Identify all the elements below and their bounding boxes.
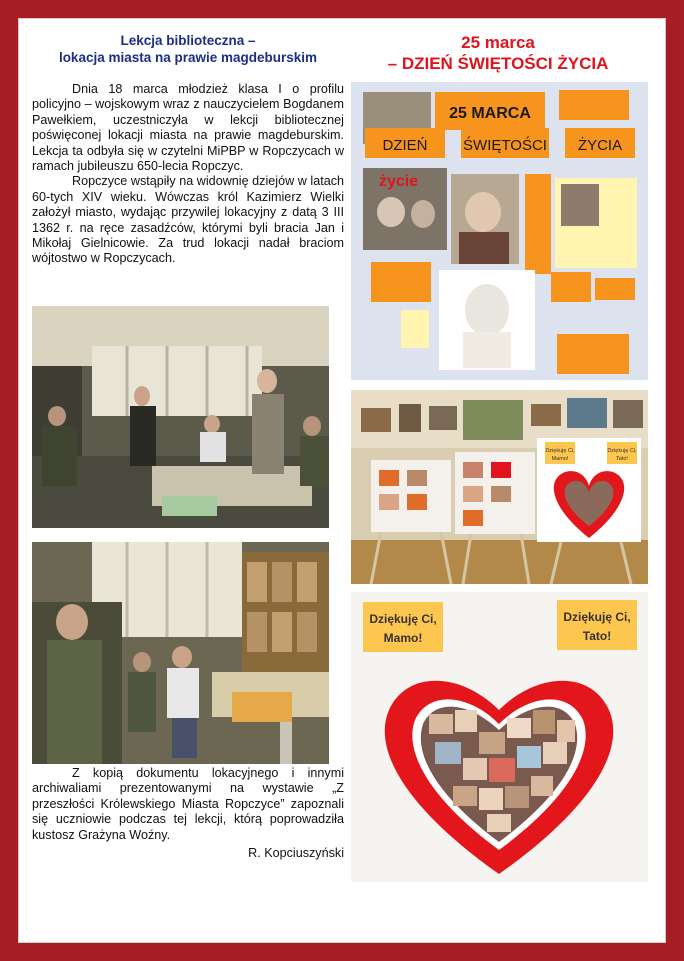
small-sign-line2: Tato! <box>616 456 628 462</box>
paragraph-3: Z kopią dokumentu lokacyjnego i innymi archiwaliami prezentowanymi na wystawie „Z przeszłości Królewskiego Miasta Ropczyce” zapoznali się uczniowie podczas tej lekcji, którą poprowadziła kustosz Grażyna Woźny. <box>32 766 344 842</box>
small-sign-mom-line1: Dziękuję Ci, <box>545 448 575 454</box>
sign-father-line1: Dziękuję Ci, <box>563 610 631 624</box>
article-title <box>38 32 338 66</box>
classroom-photo-2 <box>32 542 329 764</box>
article-title-line1: Lekcja biblioteczna – <box>120 33 256 48</box>
classroom-photo-1 <box>32 306 329 528</box>
exhibition-photo <box>351 390 648 584</box>
author-signature: R. Kopciuszyński <box>248 846 344 860</box>
paragraph-1: Dnia 18 marca młodzież klasa I o profilu policyjno – wojskowym wraz z nauczycielem Bogdanem Pawełkiem, uczestniczyła w lekcji bibliotecznej poświęconej lokacji miasta na prawie magdeburskim. Lekcja ta odbyła się w czytelni MiPBP w Ropczycach w ramach jubileuszu 650-lecia Ropczyc. <box>32 82 344 174</box>
board-word-1: 25 MARCA <box>449 105 531 122</box>
small-sign-line1: Dziękuję Ci, <box>607 448 637 454</box>
page-content <box>18 18 666 943</box>
small-sign-mom-line2: Mamo! <box>551 456 569 462</box>
sign-mother-line2: Mamo! <box>383 631 423 645</box>
paragraph-2: Ropczyce wstąpiły na widownię dziejów w latach 60-tych XIV wieku. Wówczas król Kazimierz Wielki założył miasto, wydając przywilej lokacyjny z datą 3 III 1362 r. na ręce zasadźców, którymi byli bracia Jan i Mikołaj Gielnicowie. Za trud lokacji nadał braciom wójtostwo w Ropczycach. <box>32 174 344 266</box>
board-word-4: ŻYCIA <box>577 137 623 154</box>
article-body <box>32 82 344 267</box>
event-title-line1: 25 marca <box>461 33 535 52</box>
sign-father-line2: Tato! <box>582 629 612 643</box>
event-title-line2: – DZIEŃ ŚWIĘTOŚCI ŻYCIA <box>387 54 609 73</box>
poster-word: życie <box>379 173 419 190</box>
board-word-3: ŚWIĘTOŚCI <box>463 137 547 154</box>
article-title-line2: lokacja miasta na prawie magdeburskim <box>58 50 318 65</box>
event-title <box>350 32 646 74</box>
board-word-2: DZIEŃ <box>382 137 428 154</box>
board-photo <box>351 82 648 380</box>
heart-photo <box>351 592 648 882</box>
article-body-end <box>32 766 344 843</box>
sign-mother-line1: Dziękuję Ci, <box>369 612 437 626</box>
